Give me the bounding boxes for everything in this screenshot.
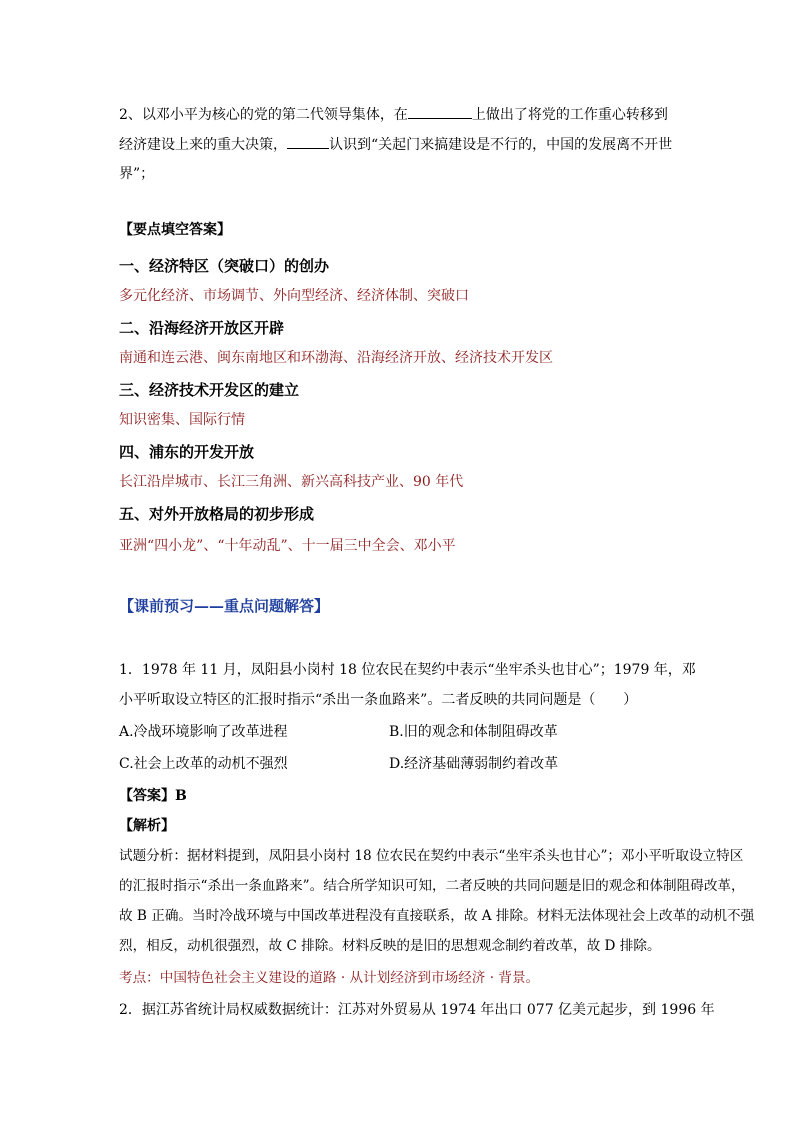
section-title: 三、经济技术开发区的建立 xyxy=(119,381,300,399)
section-title: 二、沿海经济开放区开辟 xyxy=(119,319,285,337)
option-b: B.旧的观念和体制阻碍改革 xyxy=(389,724,558,740)
question-2-line-1 xyxy=(119,104,668,125)
q2-text: 上做出了将党的工作重心转移到 xyxy=(471,107,668,123)
option-d: D.经济基础薄弱制约着改革 xyxy=(389,756,559,772)
section-answer: 知识密集、国际行情 xyxy=(119,412,245,428)
analysis-line: 故 B 正确。当时冷战环境与中国改革进程没有直接联系，故 A 排除。材料无法体现社会上改革的动机不强 xyxy=(119,908,755,924)
answer-label: 【答案】B xyxy=(119,788,187,804)
section-answer: 多元化经济、市场调节、外向型经济、经济体制、突破口 xyxy=(119,288,469,304)
q2-text: 2、以邓小平为核心的党的第二代领导集体，在 xyxy=(119,107,408,123)
section-title: 四、浦东的开发开放 xyxy=(119,443,255,461)
section-title: 一、经济特区（突破口）的创办 xyxy=(119,257,330,275)
fill-blank-1 xyxy=(408,104,472,119)
q1-line-1: 1．1978 年 11 月，凤阳县小岗村 18 位农民在契约中表示“坐牢杀头也甘心”；1979 年，邓 xyxy=(119,662,696,678)
kaodian-note: 考点：中国特色社会主义建设的道路 · 从计划经济到市场经济 · 背景。 xyxy=(119,970,540,986)
question-2-line-2 xyxy=(119,134,672,155)
section-answer: 亚洲“四小龙”、“十年动乱”、十一届三中全会、邓小平 xyxy=(119,538,456,554)
analysis-line: 试题分析：据材料提到，凤阳县小岗村 18 位农民在契约中表示“坐牢杀头也甘心”；邓小平听取设立特区 xyxy=(119,848,744,864)
section-title: 五、对外开放格局的初步形成 xyxy=(119,505,315,523)
analysis-line: 烈，相反，动机很强烈，故 C 排除。材料反映的是旧的思想观念制约着改革，故 D 排除。 xyxy=(119,938,661,954)
q2-text: 经济建设上来的重大决策， xyxy=(119,137,287,153)
section-answer: 南通和连云港、闽东南地区和环渤海、沿海经济开放、经济技术开发区 xyxy=(119,350,553,366)
analysis-line: 的汇报时指示“杀出一条血路来”。结合所学知识可知，二者反映的共同问题是旧的观念和体制阻碍改革， xyxy=(119,878,745,894)
answers-heading: 【要点填空答案】 xyxy=(119,222,231,238)
fill-blank-2 xyxy=(287,134,329,149)
question-2-line-3: 界”； xyxy=(119,166,155,182)
section-answer: 长江沿岸城市、长江三角洲、新兴高科技产业、90 年代 xyxy=(119,474,464,490)
option-c: C.社会上改革的动机不强烈 xyxy=(119,756,288,772)
option-a: A.冷战环境影响了改革进程 xyxy=(119,724,288,740)
q2-preview-line-1: 2．据江苏省统计局权威数据统计：江苏对外贸易从 1974 年出口 077 亿美元起步，到 1996 年 xyxy=(119,1002,715,1018)
preview-heading: 【课前预习——重点问题解答】 xyxy=(119,597,330,615)
analysis-label: 【解析】 xyxy=(119,818,175,834)
q1-line-2: 小平听取设立特区的汇报时指示“杀出一条血路来”。二者反映的共同问题是（ ） xyxy=(119,692,638,708)
q2-text: 认识到“关起门来搞建设是不行的，中国的发展离不开世 xyxy=(329,137,673,153)
